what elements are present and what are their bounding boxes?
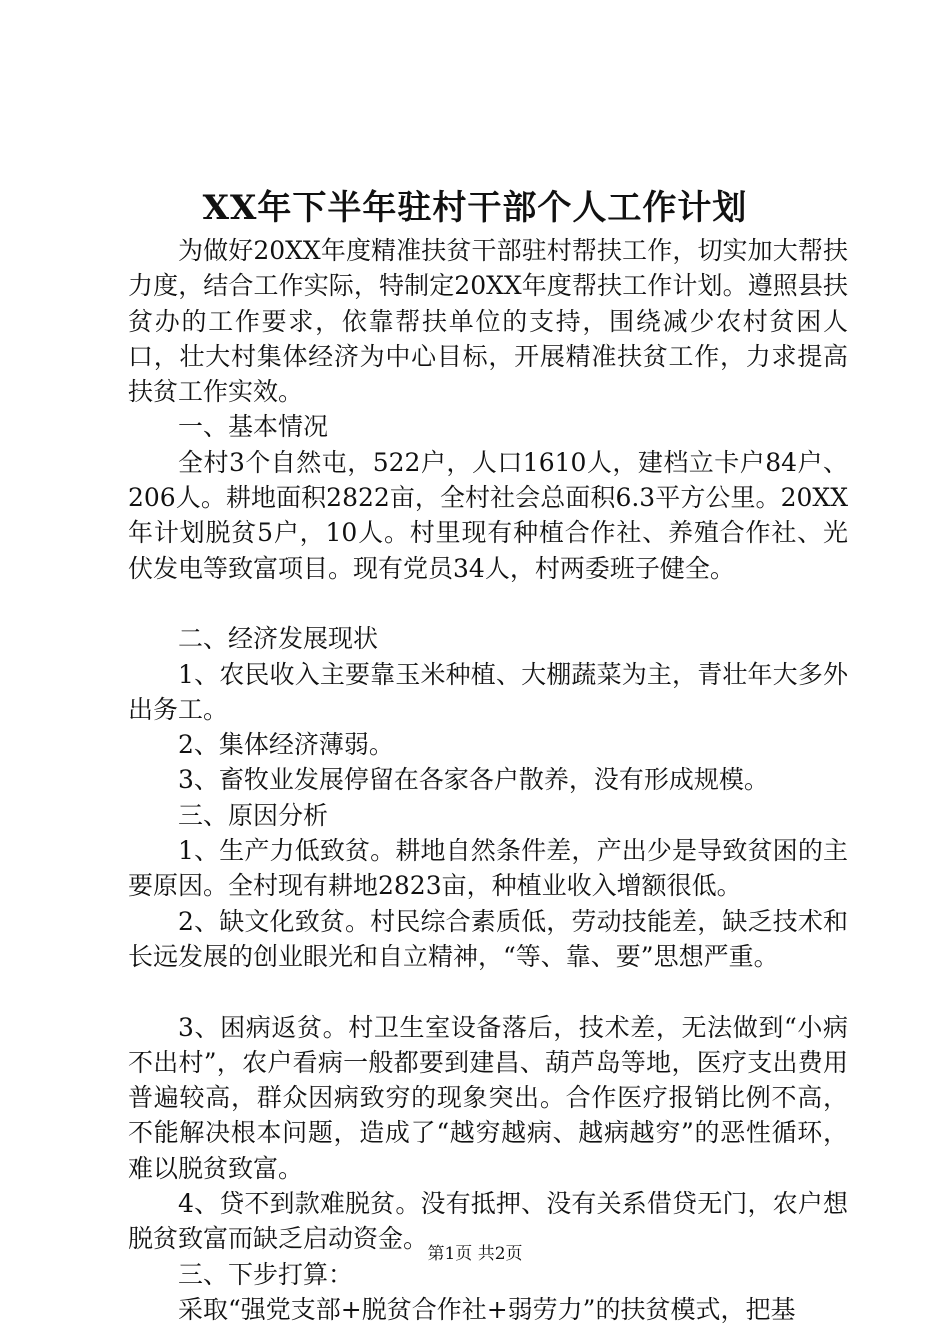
document-title: XX年下半年驻村干部个人工作计划 xyxy=(202,188,748,228)
section-heading-cause-analysis: 三、原因分析 xyxy=(178,800,329,830)
economic-status-item-3: 3、畜牧业发展停留在各家各户散养，没有形成规模。 xyxy=(178,765,769,795)
cause-analysis-item-3: 3、困病返贫。村卫生室设备落后，技术差，无法做到“小病不出村”，农户看病一般都要到建昌、葫芦岛等地，医疗支出费用普遍较高，群众因病致穷的现象突出。合作医疗报销比例不高，不能解决根本问题，造成了“越穷越病、越病越穷”的恶性循环，难以脱贫致富。 xyxy=(128,1012,848,1183)
economic-status-item-2: 2、集体经济薄弱。 xyxy=(178,730,394,760)
intro-paragraph: 为做好20XX年度精准扶贫干部驻村帮扶工作，切实加大帮扶力度，结合工作实际，特制定20XX年度帮扶工作计划。遵照县扶贫办的工作要求，依靠帮扶单位的支持，围绕减少农村贫困人口，壮大村集体经济为中心目标，开展精准扶贫工作，力求提高扶贫工作实效。 xyxy=(128,236,848,407)
document-body xyxy=(128,233,848,1327)
section-heading-basic-situation: 一、基本情况 xyxy=(178,412,329,442)
section-heading-next-steps: 三、下步打算： xyxy=(178,1259,354,1289)
page-number-footer: 第1页 共2页 xyxy=(427,1244,523,1264)
section-heading-economic-status: 二、经济发展现状 xyxy=(178,624,379,654)
cause-analysis-item-4: 4、贷不到款难脱贫。没有抵押、没有关系借贷无门，农户想脱贫致富而缺乏启动资金。 xyxy=(128,1189,848,1254)
economic-status-item-1: 1、农民收入主要靠玉米种植、大棚蔬菜为主，青壮年大多外出务工。 xyxy=(128,659,848,724)
next-steps-paragraph: 采取“强党支部+脱贫合作社+弱劳力”的扶贫模式，把基 xyxy=(178,1294,796,1324)
basic-situation-paragraph: 全村3个自然屯，522户，人口1610人，建档立卡户84户、206人。耕地面积2822亩，全村社会总面积6.3平方公里。20XX年计划脱贫5户，10人。村里现有种植合作社、养殖合作社、光伏发电等致富项目。现有党员34人，村两委班子健全。 xyxy=(128,447,848,583)
cause-analysis-item-2: 2、缺文化致贫。村民综合素质低，劳动技能差，缺乏技术和长远发展的创业眼光和自立精神，“等、靠、要”思想严重。 xyxy=(128,906,848,971)
cause-analysis-item-1: 1、生产力低致贫。耕地自然条件差，产出少是导致贫困的主要原因。全村现有耕地2823亩，种植业收入增额很低。 xyxy=(128,836,848,901)
